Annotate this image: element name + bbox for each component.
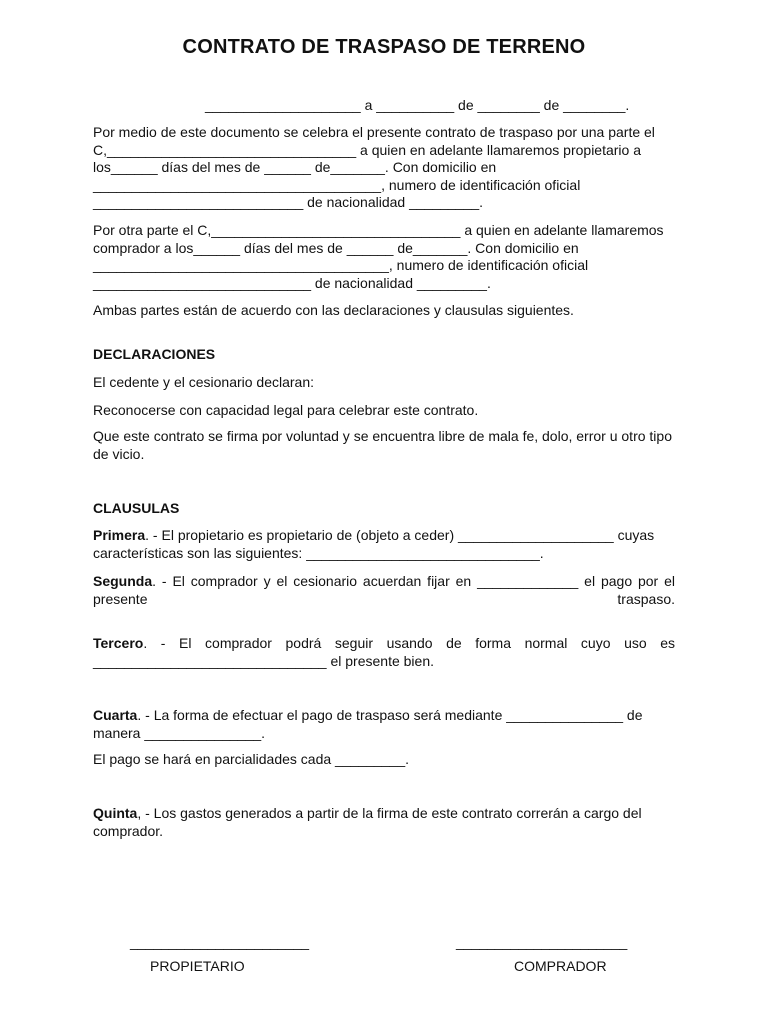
clause-tercero-text: . - El comprador podrá seguir usando de forma normal cuyo uso es ______________________________ el presente bien. bbox=[93, 635, 675, 669]
clause-quinta-label: Quinta bbox=[93, 805, 138, 821]
declarations-heading: DECLARACIONES bbox=[93, 346, 216, 362]
intro-paragraph: Por medio de este documento se celebra el presente contrato de traspaso por una parte el C,________________________________ a quien en adelante llamaremos propietario a los______ días del mes de ______ de_______. Con domicilio en _____________________________________, numero de identificación oficial ___________________________ de nacionalidad _________. bbox=[93, 124, 655, 211]
clause-cuarta-extra: El pago se hará en parcialidades cada _________. bbox=[93, 751, 410, 767]
clause-segunda-label: Segunda bbox=[93, 573, 153, 589]
owner-signature-line: _______________________ bbox=[130, 934, 310, 950]
date-line: ____________________ a __________ de ________ de ________. bbox=[205, 97, 630, 113]
clause-primera-text: . - El propietario es propietario de (objeto a ceder) ____________________ cuyas características son las siguientes: ______________________________. bbox=[93, 527, 655, 561]
owner-signature-label: PROPIETARIO bbox=[150, 958, 245, 974]
clause-cuarta-label: Cuarta bbox=[93, 707, 138, 723]
declarations-line-1: El cedente y el cesionario declaran: bbox=[93, 374, 315, 390]
clause-tercero bbox=[93, 635, 675, 670]
clause-cuarta bbox=[93, 707, 675, 742]
agreement-line: Ambas partes están de acuerdo con las declaraciones y clausulas siguientes. bbox=[93, 302, 574, 318]
clause-tercero-label: Tercero bbox=[93, 635, 144, 651]
declarations-line-3: Que este contrato se firma por voluntad y se encuentra libre de mala fe, dolo, error u otro tipo de vicio. bbox=[93, 428, 672, 462]
clause-segunda bbox=[93, 573, 675, 608]
clause-primera bbox=[93, 527, 675, 562]
clause-quinta-text: , - Los gastos generados a partir de la firma de este contrato correrán a cargo del comprador. bbox=[93, 805, 642, 839]
clause-primera-label: Primera bbox=[93, 527, 146, 543]
clause-segunda-text: . - El comprador y el cesionario acuerdan fijar en _____________ el pago por el presente traspaso. bbox=[93, 573, 675, 607]
document-title: CONTRATO DE TRASPASO DE TERRENO bbox=[182, 36, 586, 58]
clause-cuarta-text: . - La forma de efectuar el pago de traspaso será mediante _______________ de manera _______________. bbox=[93, 707, 643, 741]
declarations-line-2: Reconocerse con capacidad legal para celebrar este contrato. bbox=[93, 402, 479, 418]
clauses-heading: CLAUSULAS bbox=[93, 500, 180, 516]
buyer-paragraph: Por otra parte el C,________________________________ a quien en adelante llamaremos comprador a los______ días del mes de ______ de_______. Con domicilio en ______________________________________, numero de identificación oficial ____________________________ de nacionalidad _________. bbox=[93, 222, 664, 291]
buyer-signature-label: COMPRADOR bbox=[514, 958, 607, 974]
clause-quinta bbox=[93, 805, 675, 840]
buyer-signature-line: ______________________ bbox=[456, 934, 628, 950]
